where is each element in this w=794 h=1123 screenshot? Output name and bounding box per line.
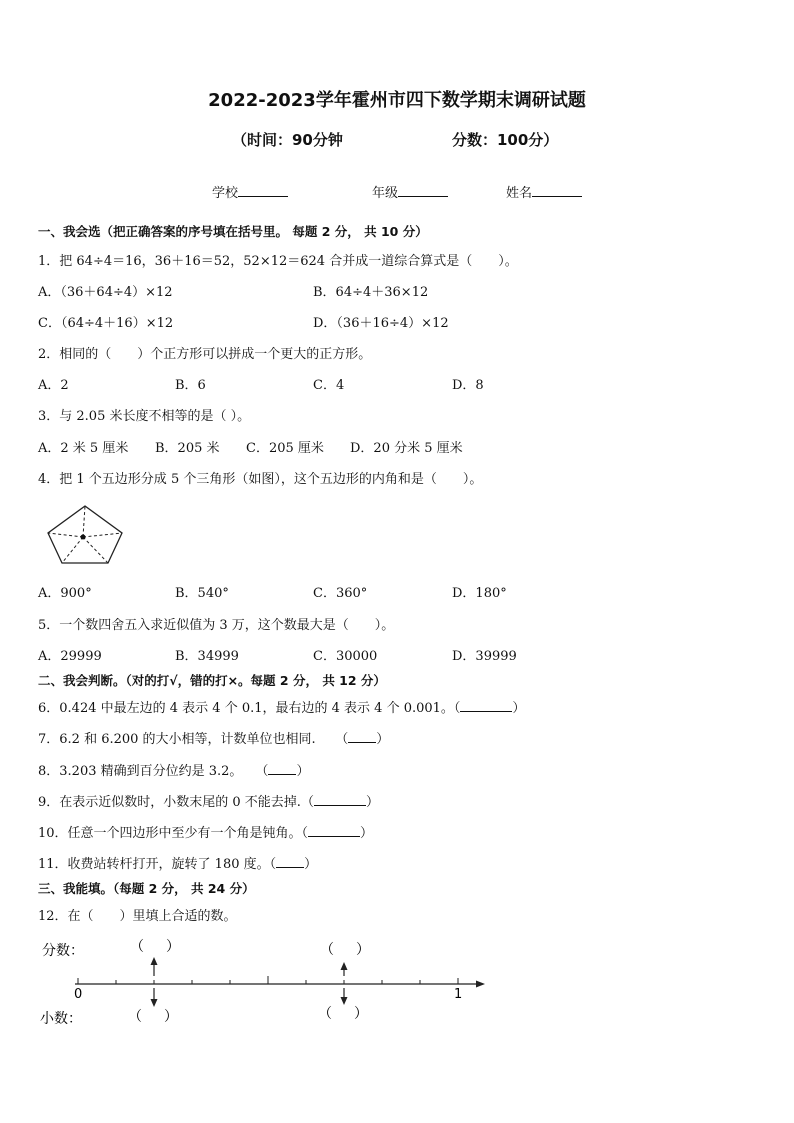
exam-score: 分数：100分） — [452, 131, 559, 149]
question-11: 11．收费站转杆打开，旋转了 180 度。（ ） — [38, 857, 318, 872]
q1-option-c: C．（64÷4＋16）×12 — [38, 316, 174, 331]
question-7: 7．6.2 和 6.200 的大小相等，计数单位也相同. （ ） — [38, 732, 390, 747]
marker-2-decimal-paren-right: ） — [354, 1006, 368, 1022]
marker-2-decimal-paren-left: （ — [318, 1006, 332, 1022]
question-5: 5．一个数四舍五入求近似值为 3 万，这个数最大是（ ）。 — [38, 618, 395, 633]
marker-1-decimal-paren-right: ） — [164, 1009, 178, 1025]
up-arrow-icon — [151, 957, 158, 965]
q1-option-a: A．（36＋64÷4）×12 — [38, 285, 173, 300]
q2-option-c: C．4 — [313, 378, 345, 393]
school-field: 学校 — [212, 182, 288, 201]
q5-option-a: A．29999 — [38, 649, 102, 664]
q4-option-d: D．180° — [452, 586, 507, 601]
section-1-heading: 一、我会选（把正确答案的序号填在括号里。 每题 2 分， 共 10 分） — [38, 224, 428, 239]
tick-label-one: 1 — [454, 987, 463, 1002]
question-8: 8．3.203 精确到百分位约是 3.2。 （ ） — [38, 764, 310, 779]
pentagon-figure — [44, 502, 126, 566]
down-arrow-icon — [341, 997, 348, 1005]
q4-option-b: B．540° — [175, 586, 229, 601]
tick-marks — [78, 976, 458, 984]
name-field: 姓名 — [506, 182, 582, 201]
question-2: 2．相同的（ ）个正方形可以拼成一个更大的正方形。 — [38, 347, 372, 362]
fraction-label: 分数： — [42, 943, 84, 959]
tick-label-zero: 0 — [74, 987, 83, 1002]
question-4: 4．把 1 个五边形分成 5 个三角形（如图），这个五边形的内角和是（ ）。 — [38, 472, 483, 487]
decimal-label: 小数： — [40, 1011, 82, 1027]
marker-1-fraction-paren-left: （ — [130, 939, 144, 955]
q5-option-b: B．34999 — [175, 649, 239, 664]
q4-option-a: A．900° — [38, 586, 92, 601]
question-9: 9．在表示近似数时，小数末尾的 0 不能去掉.（ ） — [38, 795, 379, 810]
question-10: 10．任意一个四边形中至少有一个角是钝角。（ ） — [38, 826, 374, 841]
q3-option-a: A．2 米 5 厘米 — [38, 441, 129, 456]
q5-option-c: C．30000 — [313, 649, 378, 664]
question-6: 6．0.424 中最左边的 4 表示 4 个 0.1，最右边的 4 表示 4 个 0.001。（ ） — [38, 701, 526, 716]
marker-2-fraction-paren-right: ） — [356, 942, 370, 958]
page-title: 2022-2023学年霍州市四下数学期末调研试题 — [208, 90, 586, 111]
marker-1-fraction-paren-right: ） — [166, 939, 180, 955]
q3-option-d: D．20 分米 5 厘米 — [350, 441, 463, 456]
q1-option-b: B．64÷4＋36×12 — [313, 285, 429, 300]
question-3: 3．与 2.05 米长度不相等的是（ ）。 — [38, 409, 251, 424]
q5-option-d: D．39999 — [452, 649, 517, 664]
marker-1-decimal-paren-left: （ — [128, 1009, 142, 1025]
exam-time: （时间：90分钟 — [232, 131, 343, 149]
grade-field: 年级 — [372, 182, 448, 201]
question-1: 1．把 64÷4＝16，36＋16＝52，52×12＝624 合并成一道综合算式是（ ）。 — [38, 254, 518, 269]
q4-option-c: C．360° — [313, 586, 368, 601]
q3-option-b: B．205 米 — [155, 441, 220, 456]
q2-option-a: A．2 — [38, 378, 69, 393]
section-3-heading: 三、我能填。（每题 2 分， 共 24 分） — [38, 881, 255, 896]
axis-arrow-icon — [476, 981, 485, 988]
marker-2-fraction-paren-left: （ — [320, 942, 334, 958]
q2-option-d: D．8 — [452, 378, 484, 393]
q3-option-c: C．205 厘米 — [246, 441, 324, 456]
up-arrow-icon — [341, 962, 348, 970]
question-12: 12．在（ ）里填上合适的数。 — [38, 909, 237, 924]
down-arrow-icon — [151, 999, 158, 1007]
section-2-heading: 二、我会判断。（对的打√，错的打×。每题 2 分， 共 12 分） — [38, 673, 386, 688]
number-line-figure — [30, 930, 500, 1030]
q1-option-d: D．（36＋16÷4）×12 — [313, 316, 449, 331]
q2-option-b: B．6 — [175, 378, 206, 393]
